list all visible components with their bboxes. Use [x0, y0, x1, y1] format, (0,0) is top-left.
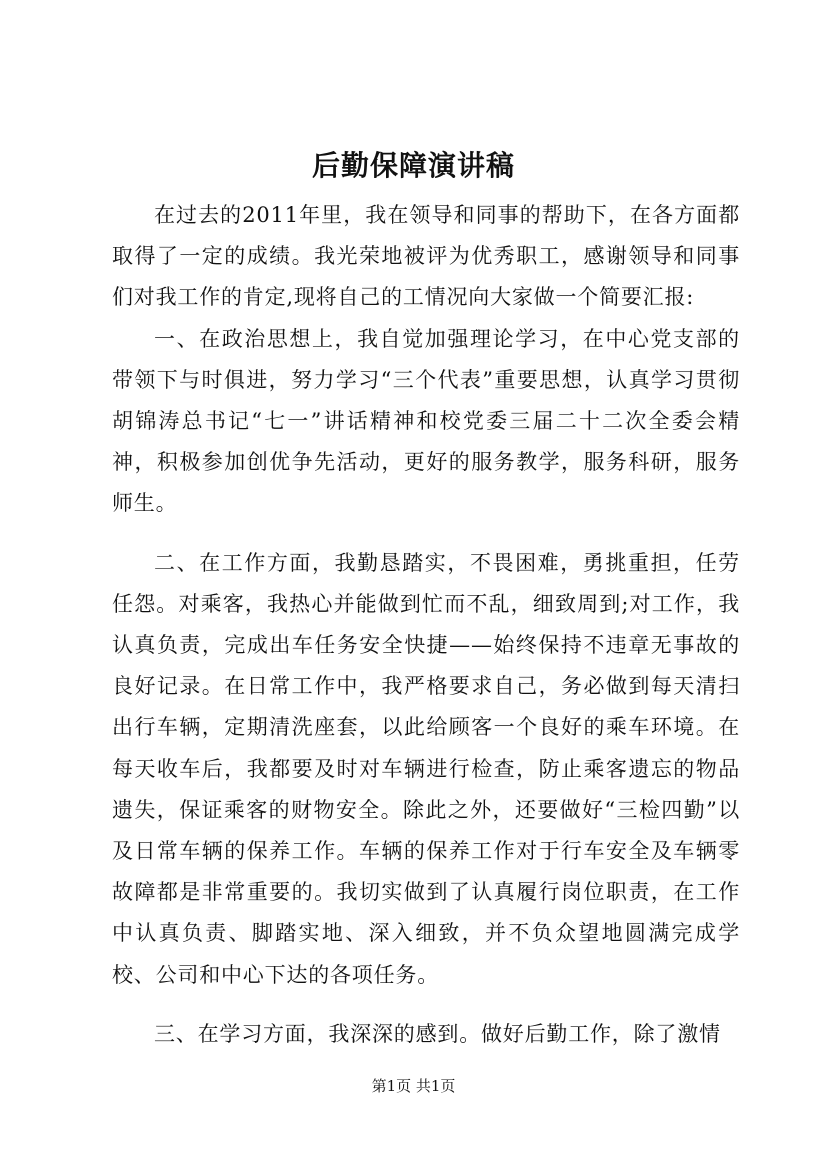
- page-footer: 第1页 共1页: [371, 1077, 456, 1095]
- paragraph-work: 二、在工作方面，我勤恳踏实，不畏困难，勇挑重担，任劳任怨。对乘客，我热心并能做到忙而不乱，细致周到;对工作，我认真负责，完成出车任务安全快捷——始终保持不违章无事故的良好记录。在日常工作中，我严格要求自己，务必做到每天清扫出行车辆，定期清洗座套，以此给顾客一个良好的乘车环境。在每天收车后，我都要及时对车辆进行检查，防止乘客遗忘的物品遗失，保证乘客的财物安全。除此之外，还要做好“三检四勤”以及日常车辆的保养工作。车辆的保养工作对于行车安全及车辆零故障都是非常重要的。我切实做到了认真履行岗位职责，在工作中认真负责、脚踏实地、深入细致，并不负众望地圆满完成学校、公司和中心下达的各项任务。: [112, 550, 740, 987]
- document-body: [112, 195, 740, 1055]
- document-title: 后勤保障演讲稿: [311, 149, 515, 182]
- paragraph-political: 一、在政治思想上，我自觉加强理论学习，在中心党支部的带领下与时俱进，努力学习“三个代表”重要思想，认真学习贯彻胡锦涛总书记“七一”讲话精神和校党委三届二十二次全委会精神，积极参加创优争先活动，更好的服务教学，服务科研，服务师生。: [112, 326, 740, 516]
- paragraph-study: 三、在学习方面，我深深的感到。做好后勤工作，除了激情: [154, 1021, 721, 1046]
- paragraph-intro: 在过去的2011年里，我在领导和同事的帮助下，在各方面都取得了一定的成绩。我光荣地被评为优秀职工，感谢领导和同事们对我工作的肯定,现将自己的工情况向大家做一个简要汇报:: [112, 203, 740, 310]
